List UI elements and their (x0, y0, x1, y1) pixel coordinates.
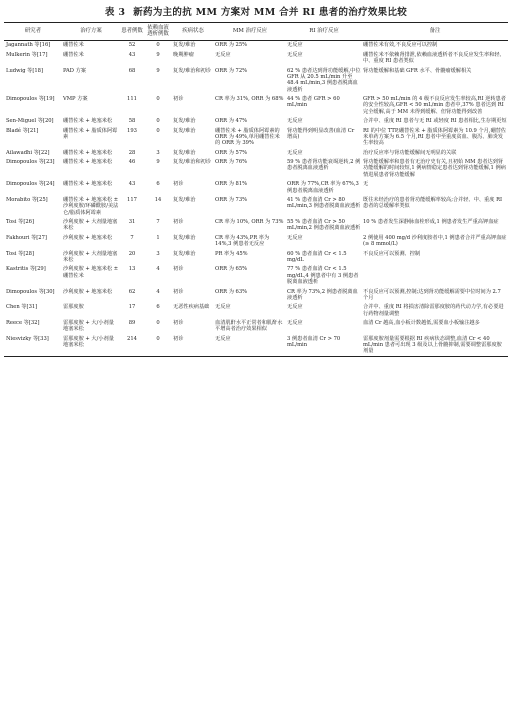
cell-study: Tosi 等[28] (6, 250, 34, 257)
header-notes: 备注 (429, 28, 441, 35)
header-mm-response: MM 治疗反应 (232, 28, 268, 35)
cell-ri-response: 77 % 患者血清 Cr < 1.5 mg/dL,4 例患者中有 3 例患者脱离血液透析 (287, 266, 359, 286)
table-row (4, 180, 508, 196)
cell-mm-response: ORR 为 73% (215, 197, 248, 204)
cell-regimen: 雷那度胺 + 大/小剂量地塞米松 (63, 335, 114, 349)
cell-dialysis: 1 (156, 234, 160, 241)
cell-status: 初诊 (173, 96, 184, 103)
table-row (4, 287, 508, 303)
cell-cases: 46 (128, 159, 136, 166)
cell-status: 初诊 (173, 219, 184, 226)
cell-cases: 58 (128, 118, 136, 125)
cell-regimen: 硼替佐米 + 地塞米松 ± 沙利度胺/环磷酰胺/美法仑/脂质体阿霉素 (63, 197, 119, 216)
table-row (4, 218, 508, 234)
header-study: 研究者 (24, 28, 42, 35)
cell-status: 初诊 (173, 288, 184, 295)
cell-dialysis: 0 (156, 127, 160, 134)
cell-study: Ailawadhi 等[22] (6, 149, 50, 156)
cell-mm-response: CR 率为 43%,PR 率为 14%,3 例患者无反应 (215, 234, 270, 248)
cell-ri-response: 60 % 患者血清 Cr < 1.5 mg/dL (287, 250, 347, 263)
table-title: 新药为主的抗 MM 方案对 MM 合并 RI 患者的治疗效果比较 (133, 7, 408, 18)
cell-study: Bladé 等[21] (6, 127, 39, 134)
cell-mm-response: ORR 为 72% (215, 67, 248, 74)
cell-dialysis: 0 (156, 320, 160, 327)
table-row (4, 319, 508, 335)
cell-regimen: 硼替佐米 (63, 51, 84, 58)
cell-regimen: 雷那度胺 (63, 304, 84, 311)
cell-mm-response: 硼替佐米 + 脂质体阿霉素的 ORR 为 49%,单用硼替佐米的 ORR 为 39% (215, 127, 280, 147)
cell-mm-response: CR 率为 10%, ORR 为 73% (215, 219, 284, 226)
cell-cases: 31 (128, 219, 136, 226)
cell-status: 初诊 (173, 320, 184, 327)
cell-status: 初诊 (173, 266, 184, 273)
table-row (4, 158, 508, 180)
cell-study: Reece 等[32] (6, 320, 40, 327)
cell-cases: 111 (127, 96, 137, 103)
cell-notes (362, 265, 508, 287)
cell-cases: 13 (128, 266, 136, 273)
cell-ri-response: 肾功能得到明显改善(血清 Cr 增高) (287, 127, 355, 140)
cell-dialysis: 6 (156, 304, 160, 311)
cell-regimen: 沙利度胺 + 地塞米松 (63, 288, 113, 295)
cell-study: Dimopoulos 等[23] (6, 159, 55, 166)
cell-mm-response: ORR 为 47% (215, 118, 248, 125)
header-ri-response: RI 治疗反应 (309, 28, 339, 35)
table-row (4, 249, 508, 265)
cell-notes: 硼替佐米有效,不良反应可以控制 (363, 42, 438, 49)
cell-regimen: 硼替佐米 + 地塞米松 (63, 181, 113, 188)
cell-mm-response: PR 率为 45% (215, 250, 248, 257)
cell-regimen: 雷那度胺 + 大/小剂量地塞米松 (63, 320, 114, 333)
cell-ri-response: 无反应 (287, 320, 303, 327)
cell-regimen: 沙利度胺 + 地塞米松 ± 硼替佐米 (63, 266, 119, 279)
cell-dialysis: 4 (156, 288, 160, 295)
cell-notes: 不良反应可以预测,控制;达到肾功能缓解需要中位时间为 2.7 个月 (363, 288, 501, 301)
cell-ri-response: 无反应 (287, 118, 303, 125)
cell-dialysis: 9 (156, 51, 160, 58)
cell-cases: 89 (128, 320, 136, 327)
cell-mm-response: ORR 为 63% (215, 288, 248, 295)
cell-notes: RI 的中位 TTP,硼替佐米 + 脂质体阿霉素为 10.9 个月,硼替佐米单药方案为 6.5 个月,RI 患者中至重度贫血、腹泻、肺炎发生率较高 (363, 127, 507, 147)
table-row (4, 40, 508, 50)
results-table (4, 22, 508, 357)
cell-status: 复发/难治 (173, 234, 196, 241)
cell-study: Ludwig 等[18] (6, 67, 44, 74)
cell-mm-response: ORR 为 81% (215, 181, 248, 188)
cell-mm-response: 血清肌酐水平正常者和肌酐水平增高者治疗效果相似 (215, 320, 283, 333)
cell-ri-response: 无反应 (287, 234, 303, 241)
cell-dialysis: 9 (156, 67, 160, 74)
cell-study: Dimopoulos 等[24] (6, 181, 55, 188)
cell-ri-response: 55 % 患者血清 Cr > 50 mL/min,2 例患者脱离血液透析 (287, 219, 361, 232)
cell-notes: 血清 Cr 越高,血小板计数越低,需要血小板输注越多 (363, 320, 480, 327)
cell-ri-response: 59 % 患者肾功能衰竭逆转,2 例患者脱离血液透析 (287, 159, 361, 172)
cell-cases: 62 (128, 288, 136, 295)
cell-ri-response: 无反应 (287, 42, 303, 49)
cell-study: Mulkerin 等[17] (6, 51, 48, 58)
table-row (4, 94, 508, 116)
cell-notes: 雷那度胺剂量需要根据 RI 疾病状态调整,血清 Cr < 40 mL/min 患者可出现 3 级及以上骨髓抑制,需要调整雷那度胺剂量 (363, 335, 502, 355)
cell-status: 复发/难治 (173, 250, 196, 257)
cell-regimen: 沙利度胺 + 大剂量地塞米松 (63, 250, 118, 263)
table-number: 表 3 (104, 7, 126, 18)
cell-notes: 治疗反应率与肾功能缓解间无明显的关联 (363, 149, 457, 156)
cell-dialysis: 3 (156, 250, 160, 257)
cell-ri-response: 无反应 (287, 304, 303, 311)
cell-notes: 既往未经治疗的患者肾功能缓解率较高;合并轻、中、重度 RI 患者的总缓解率类似 (363, 197, 503, 210)
cell-dialysis: 3 (156, 149, 160, 156)
cell-regimen: 硼替佐米 (63, 42, 84, 49)
cell-ri-response: 62 % 患者达到肾功能缓解,中位 GFR 从 20.5 mL/min 升至 48.4 mL/min,3 例患者脱离血液透析 (287, 67, 361, 93)
cell-status: 复发/难治 (173, 42, 196, 49)
cell-notes: 合并中、重度 RI 将损害清除雷那度胺的药代动力学,有必要进行药物剂量调整 (363, 304, 504, 317)
cell-status: 复发/难治 (173, 149, 196, 156)
cell-notes: 肾功能缓解和基础 GFR 水平、骨髓瘤缓解相关 (363, 67, 472, 74)
cell-status: 复发/难治 (173, 118, 196, 125)
cell-notes: 无 (363, 181, 369, 188)
cell-cases: 68 (128, 67, 136, 74)
table-row (4, 50, 508, 66)
table-row (4, 117, 508, 126)
cell-mm-response: ORR 为 65% (215, 266, 248, 273)
cell-regimen: 沙利度胺 + 地塞米松 (63, 234, 113, 241)
cell-notes: 合并中、重度 RI 患者与无 RI 或轻度 RI 患者相比,生存期更短 (363, 118, 507, 125)
cell-mm-response: ORR 为 57% (215, 149, 248, 156)
table-row (4, 126, 508, 148)
cell-study: Chen 等[31] (6, 304, 38, 311)
cell-mm-response: 无反应 (215, 335, 231, 342)
table-row (4, 303, 508, 319)
cell-cases: 214 (127, 335, 137, 342)
cell-status: 初诊 (173, 181, 184, 188)
cell-mm-response: CR 率为 31%, ORR 为 68% (215, 96, 284, 103)
cell-ri-response: 44 % 患者 GFR > 60 mL/min (287, 96, 340, 109)
header-status: 疾病状态 (182, 28, 204, 35)
cell-dialysis: 0 (156, 335, 160, 342)
table-row (4, 195, 508, 217)
cell-study: Fakhouri 等[27] (6, 234, 47, 241)
cell-dialysis: 4 (156, 266, 160, 273)
table-header (4, 23, 508, 41)
cell-study: Tosi 等[26] (6, 219, 34, 226)
cell-notes: 肾功能缓解率和患者有无治疗史有关,且初始 MM 患者达到肾功能缓解的时间较短,1 例病情稳定患者达到肾功能缓解,1 例病情进展患者肾功能缓解 (363, 159, 506, 178)
cell-dialysis: 7 (156, 219, 160, 226)
table-row (4, 233, 508, 249)
cell-cases: 52 (128, 42, 136, 49)
cell-dialysis: 0 (156, 42, 160, 49)
cell-ri-response: 无反应 (287, 51, 303, 58)
cell-regimen: 硼替佐米 + 地塞米松 (63, 149, 113, 156)
cell-mm-response: ORR 为 25% (215, 42, 248, 49)
cell-ri-response: 41 % 患者血清 Cr > 80 mL/min,3 例患者脱离血液透析 (287, 197, 361, 210)
header-dialysis: 依赖血液透析例数 (147, 25, 169, 38)
cell-mm-response: 无反应 (215, 304, 231, 311)
cell-study: Dimopoulos 等[19] (6, 96, 55, 103)
cell-ri-response: CR 率为 73%,2 例患者脱离血液透析 (287, 288, 358, 301)
cell-dialysis: 14 (154, 197, 162, 204)
cell-study: Kastritis 等[29] (6, 266, 46, 273)
table-caption (4, 6, 508, 20)
table-row (4, 265, 508, 287)
cell-cases: 43 (128, 181, 136, 188)
table-row (4, 148, 508, 157)
cell-cases: 28 (128, 149, 136, 156)
cell-regimen: VMP 方案 (63, 96, 88, 103)
table-row (4, 334, 508, 357)
cell-cases: 20 (128, 250, 136, 257)
cell-study: Dimopoulos 等[30] (6, 288, 55, 295)
cell-study: Morabito 等[25] (6, 197, 48, 204)
cell-regimen: 硼替佐米 + 地塞米松 (63, 118, 113, 125)
cell-status: 复发/难治和初诊 (173, 67, 212, 74)
cell-ri-response: ORR 为 77%,CR 率为 67%,3 例患者脱离血液透析 (287, 181, 359, 194)
cell-dialysis: 9 (156, 159, 160, 166)
cell-cases: 193 (127, 127, 137, 134)
cell-regimen: 硼替佐米 + 地塞米松 (63, 159, 113, 166)
cell-cases: 117 (127, 197, 137, 204)
cell-notes: 硼替佐米不依赖肾排泄,依赖血液透析者不良反应发生率和轻、中、重度 RI 患者类似 (363, 51, 505, 65)
cell-status: 无恶性疾病基础 (173, 304, 210, 311)
cell-regimen: 沙利度胺 + 大剂量地塞米松 (63, 219, 118, 232)
cell-cases: 17 (128, 304, 136, 311)
cell-status: 晚期肿瘤 (173, 51, 194, 58)
cell-dialysis: 6 (156, 181, 160, 188)
cell-study: Niesvizky 等[33] (6, 335, 49, 342)
cell-dialysis: 0 (156, 96, 160, 103)
cell-status: 复发/难治 (173, 197, 196, 204)
cell-ri-response: 无反应 (287, 149, 303, 156)
cell-notes: 不良反应可以预测、控制 (363, 250, 421, 257)
cell-status: 复发/难治和初诊 (173, 159, 212, 166)
cell-regimen: 硼替佐米 + 脂质体阿霉素 (63, 127, 118, 140)
cell-cases: 7 (130, 234, 134, 241)
cell-mm-response: 无反应 (215, 51, 231, 58)
cell-status: 复发/难治 (173, 127, 196, 134)
cell-dialysis: 0 (156, 118, 160, 125)
cell-ri-response: 3 例患者血清 Cr > 70 mL/min (287, 335, 341, 349)
table-row (4, 66, 508, 94)
header-row (4, 23, 508, 41)
cell-study: Jagannath 等[16] (6, 42, 51, 49)
cell-status: 初诊 (173, 335, 184, 342)
cell-mm-response: ORR 为 76% (215, 159, 248, 166)
header-cases: 患者例数 (121, 28, 143, 35)
table-body (4, 40, 508, 357)
cell-notes: GFR > 50 mL/min 的 4 级不良反应发生率较高,RI 逆转患者的安全性较高,GFR < 50 mL/min 患者中,37% 患者达到 RI 完全缓解,高于 MM 未得到缓解、但肾功能得到改善 (363, 96, 506, 115)
cell-cases: 43 (128, 51, 136, 58)
header-regimen: 治疗方案 (80, 28, 102, 35)
cell-notes: 10 % 患者发生深静脉血栓形成,1 例患者发生严重高钾血症 (363, 219, 499, 226)
cell-notes: 2 例使用 400 mg/d 沙利度胺者中,1 例患者合并严重高钾血症(≥ 8 mmol/L) (363, 234, 507, 248)
cell-regimen: PAD 方案 (63, 67, 86, 74)
cell-study: Sen-Miguel 等[20] (6, 118, 54, 125)
